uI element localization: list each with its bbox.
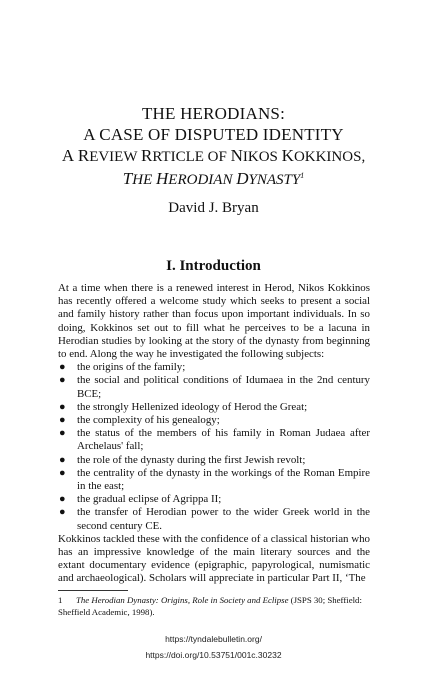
footnote-divider <box>58 590 128 591</box>
list-item: ● the complexity of his genealogy; <box>59 414 220 427</box>
list-item: ● the gradual eclipse of Agrippa II; <box>59 493 222 506</box>
footnote <box>58 595 370 618</box>
footnote-book-title: The Herodian Dynasty: Origins, Role in Society and Eclipse <box>76 595 289 605</box>
bullet-icon: ● <box>59 361 66 374</box>
list-item: ● the origins of the family; <box>59 361 186 374</box>
doi-link[interactable]: https://doi.org/10.53751/001c.30232 <box>145 650 282 660</box>
body-text <box>58 282 370 586</box>
list-item: ● the strongly Hellenized ideology of Herod the Great; <box>59 400 308 413</box>
footnote-citation: (JSPS 30; Sheffield: Sheffield Academic, 1998). <box>58 595 362 617</box>
list-item: ● the social and political conditions of Idumaea in the 2nd century BCE; <box>59 374 370 400</box>
intro-paragraph: At a time when there is a renewed interest in Herod, Nikos Kokkinos has recently offered a welcome study which seeks to present a social and family history rather than focus upon important individuals. In so doing, Kokkinos set out to fill what he perceives to be a lacuna in Herodian studies by looking at the story of the dynasty from beginning to end. Along the way he investigated the following subjects: <box>58 282 370 361</box>
closing-paragraph: Kokkinos tackled these with the confidence of a classical historian who has an impressive knowledge of the main literary sources and the extant documentary evidence (epigraphic, papyrological, numismatic and archaeological). Scholars will appreciate in particular Part II, ‘The <box>58 532 370 585</box>
article-title <box>0 103 427 191</box>
bullet-icon: ● <box>59 374 66 387</box>
bullet-icon: ● <box>59 506 66 519</box>
bullet-icon: ● <box>59 466 66 479</box>
list-item: ● the role of the dynasty during the first Jewish revolt; <box>59 453 306 466</box>
list-item: ● the centrality of the dynasty in the workings of the Roman Empire in the east; <box>59 466 370 493</box>
footnote-reference[interactable]: 1 <box>300 171 305 180</box>
subject-list <box>58 361 370 533</box>
bullet-icon: ● <box>59 400 66 413</box>
bullet-icon: ● <box>59 453 66 466</box>
book-title-line: THE HERODIAN DYNASTY$^1$ <box>122 169 305 188</box>
journal-url-link[interactable]: https://tyndalebulletin.org/ <box>165 634 262 644</box>
subtitle-line: A REVIEW RRTICLE OF NIKOS KOKKINOS, <box>61 146 366 165</box>
list-item: ● the transfer of Herodian power to the wider Greek world in the second century CE. <box>59 506 370 532</box>
bullet-icon: ● <box>59 493 66 506</box>
bullet-icon: ● <box>59 414 66 427</box>
section-heading: I. Introduction <box>166 258 261 274</box>
list-item: ● the status of the members of his family in Roman Judaea after Archelaus' fall; <box>59 427 370 453</box>
title-line-1: THE HERODIANS: <box>141 104 286 123</box>
footnote-number: 1 <box>58 595 63 605</box>
title-line-2: A CASE OF DISPUTED IDENTITY <box>83 125 344 144</box>
bullet-icon: ● <box>59 427 66 440</box>
author-name: David J. Bryan <box>168 200 259 216</box>
